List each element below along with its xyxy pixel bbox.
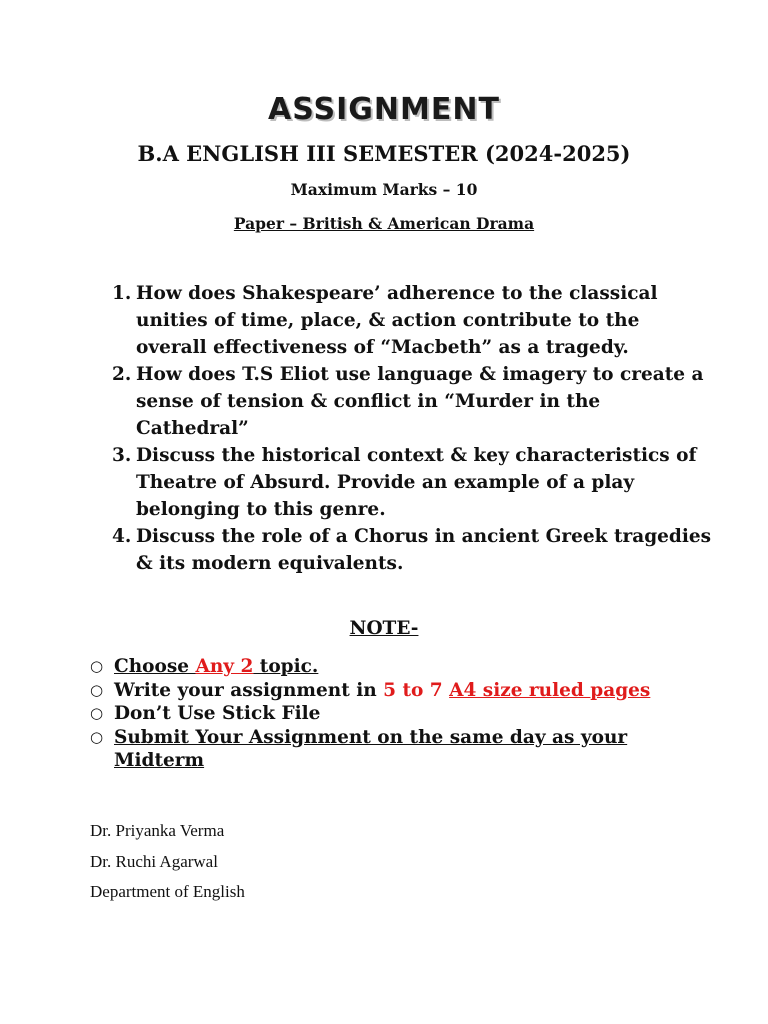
note-item bbox=[90, 679, 690, 703]
note-text: Write your assignment in bbox=[114, 679, 384, 701]
page-title: ASSIGNMENT bbox=[268, 92, 500, 127]
note-text: topic. bbox=[253, 656, 319, 677]
note-heading: NOTE- bbox=[349, 618, 419, 639]
question-number: 4. bbox=[112, 526, 132, 547]
question-number: 1. bbox=[112, 283, 132, 304]
question-text: Discuss the role of a Chorus in ancient Greek tragedies & its modern equivalents. bbox=[136, 526, 712, 574]
note-text: Don’t Use Stick File bbox=[114, 703, 321, 724]
question-text: Discuss the historical context & key characteristics of Theatre of Absurd. Provide an example of a play belonging to this genre. bbox=[136, 445, 697, 520]
question-number: 3. bbox=[112, 445, 132, 466]
question-item bbox=[112, 523, 712, 577]
course-subtitle: B.A ENGLISH III SEMESTER (2024-2025) bbox=[137, 141, 631, 166]
circle-bullet-icon: ○ bbox=[90, 704, 104, 722]
question-item bbox=[112, 280, 712, 361]
note-highlight: A4 size ruled pages bbox=[449, 679, 651, 701]
signature-block bbox=[90, 816, 245, 908]
circle-bullet-icon: ○ bbox=[90, 657, 104, 675]
circle-bullet-icon: ○ bbox=[90, 727, 104, 746]
maximum-marks: Maximum Marks – 10 bbox=[290, 180, 478, 199]
faculty-name: Dr. Priyanka Verma bbox=[90, 821, 225, 840]
note-text: Choose bbox=[114, 656, 196, 677]
paper-title: Paper – British & American Drama bbox=[233, 214, 535, 233]
faculty-name: Dr. Ruchi Agarwal bbox=[90, 851, 218, 871]
question-text: How does T.S Eliot use language & imagery to create a sense of tension & conflict in “Murder in the Cathedral” bbox=[136, 364, 704, 439]
note-list bbox=[90, 655, 690, 773]
note-item bbox=[90, 655, 690, 679]
note-item bbox=[90, 702, 690, 726]
questions-list bbox=[112, 280, 712, 577]
note-highlight: Any 2 bbox=[195, 656, 254, 677]
note-item bbox=[90, 726, 690, 773]
note-text: Submit Your Assignment on the same day as your Midterm bbox=[114, 726, 628, 771]
circle-bullet-icon: ○ bbox=[90, 680, 104, 699]
question-item bbox=[112, 361, 712, 442]
question-item bbox=[112, 442, 712, 523]
department-name: Department of English bbox=[90, 882, 245, 901]
question-text: How does Shakespeare’ adherence to the classical unities of time, place, & action contribute to the overall effectiveness of “Macbeth” as a tragedy. bbox=[136, 283, 658, 358]
question-number: 2. bbox=[112, 364, 132, 385]
note-highlight: 5 to 7 bbox=[383, 679, 443, 701]
